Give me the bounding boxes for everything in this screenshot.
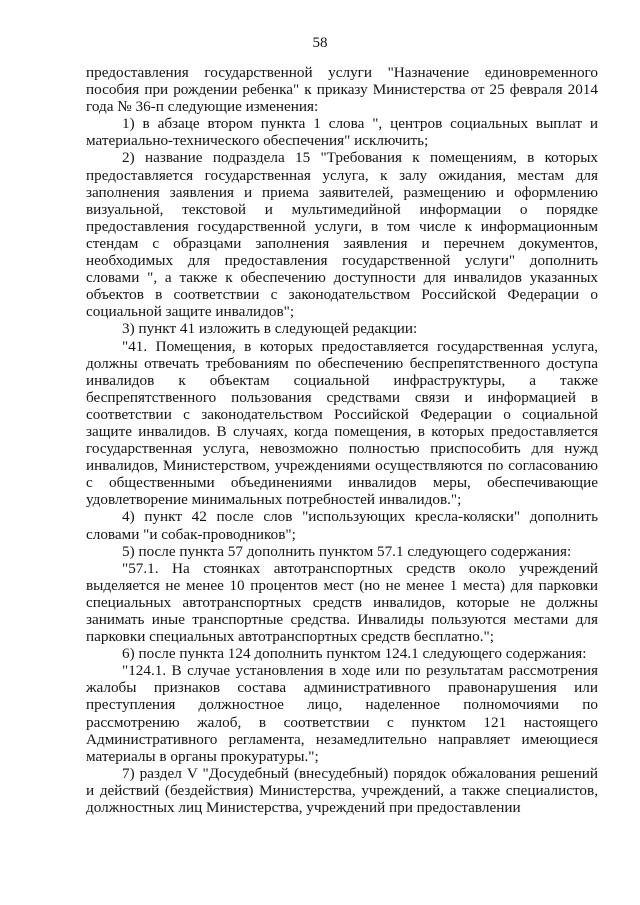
paragraph-item-4: 4) пункт 42 после слов "использующих кресла-коляски" дополнить словами "и собак-проводников"; [86, 508, 598, 543]
paragraph-item-2: 2) название подраздела 15 "Требования к помещениям, в которых предоставляется государственная услуга, к залу ожидания, местам для заполнения заявления и приема заявителей, размещению и оформлению визуальной, текстовой и мультимедийной информации о порядке предоставления государственной услуги, в том числе к информационным стендам с образцами заполнения заявления и перечнем документов, необходимых для предоставления государственной услуги" дополнить словами ", а также к обеспечению доступности для инвалидов указанных объектов в соответствии с законодательством Российской Федерации о социальной защите инвалидов"; [86, 149, 598, 321]
paragraph-point-124-1: "124.1. В случае установления в ходе или по результатам рассмотрения жалобы признаков состава административного правонарушения или преступления должностное лицо, наделенное полномочиями по рассмотрению жалоб, в соответствии с пунктом 121 настоящего Административного регламента, незамедлительно направляет имеющиеся материалы в органы прокуратуры."; [86, 662, 598, 765]
paragraph-item-3: 3) пункт 41 изложить в следующей редакции: [122, 320, 418, 338]
paragraph-point-57-1: "57.1. На стоянках автотранспортных средств около учреждений выделяется не менее 10 процентов мест (но не менее 1 места) для парковки специальных автотранспортных средств инвалидов, которые не должны занимать иные транспортные средства. Инвалиды пользуются местами для парковки специальных автотранспортных средств бесплатно."; [86, 559, 598, 646]
paragraph-item-6: 6) после пункта 124 дополнить пунктом 124.1 следующего содержания: [122, 645, 587, 663]
paragraph-item-7: 7) раздел V "Досудебный (внесудебный) порядок обжалования решений и действий (бездействия) Министерства, учреждений, а также специалистов, должностных лиц Министерства, учреждений при предоставлении [86, 764, 598, 817]
paragraph-point-41: "41. Помещения, в которых предоставляется государственная услуга, должны отвечать требованиям по обеспечению беспрепятственного доступа инвалидов к объектам социальной инфраструктуры, а также беспрепятственного пользования средствами связи и информацией в соответствии с законодательством Российской Федерации о социальной защите инвалидов. В случаях, когда помещения, в которых предоставляется государственная услуга, невозможно полностью приспособить для нужд инвалидов, Министерством, учреждениями осуществляются по согласованию с общественными объединениями инвалидов меры, обеспечивающие удовлетворение минимальных потребностей инвалидов."; [86, 337, 598, 509]
paragraph-item-1: 1) в абзаце втором пункта 1 слова ", центров социальных выплат и материально-технического обеспечения" исключить; [86, 115, 598, 150]
paragraph-intro-continuation: предоставления государственной услуги "Назначение единовременного пособия при рождении ребенка" к приказу Министерства от 25 февраля 2014 года № 36-п следующие изменения: [86, 64, 598, 116]
document-body [86, 64, 598, 816]
page-number: 58 [312, 35, 328, 51]
paragraph-item-5: 5) после пункта 57 дополнить пунктом 57.1 следующего содержания: [122, 542, 572, 560]
